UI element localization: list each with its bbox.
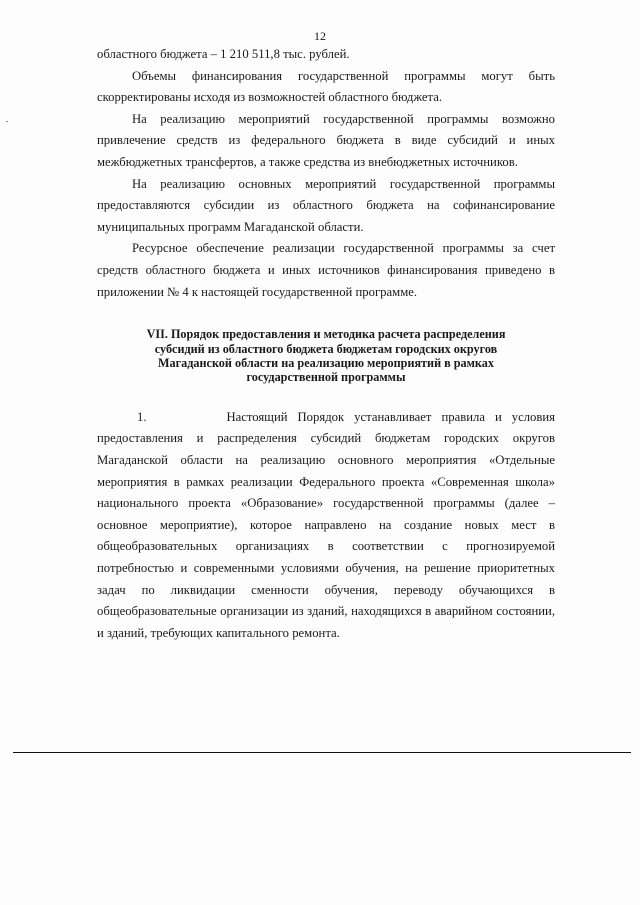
- document-body: [97, 44, 555, 644]
- section-heading-line: Магаданской области на реализацию мероприятий в рамках: [158, 355, 494, 370]
- paragraph-resource-support: Ресурсное обеспечение реализации государственной программы за счет средств областного бюджета и иных источников финансирования приведено в приложении № 4 к настоящей государственной программе.: [97, 241, 555, 299]
- paragraph-funding-adjustment: Объемы финансирования государственной программы могут быть скорректированы исходя из возможностей областного бюджета.: [97, 68, 555, 105]
- section-heading-line: VII. Порядок предоставления и методика расчета распределения: [146, 327, 506, 342]
- section-heading-line: субсидий из областного бюджета бюджетам городских округов: [154, 341, 498, 356]
- scan-speck: [6, 121, 8, 122]
- page-number: 12: [314, 29, 326, 43]
- section-heading: [97, 327, 555, 385]
- paragraph-federal-funds: На реализацию мероприятий государственной программы возможно привлечение средств из федерального бюджета в виде субсидий и иных межбюджетных трансфертов, а также средства из внебюджетных источников.: [97, 111, 555, 169]
- paragraph-budget-total: областного бюджета – 1 210 511,8 тыс. рублей.: [97, 47, 350, 61]
- footer-rule: [13, 752, 631, 753]
- numbered-paragraph-1: 1. Настоящий Порядок устанавливает правила и условия предоставления и распределения субсидий бюджетам городских округов Магаданской области на реализацию основного мероприятия «Отдельные мероприятия в рамках реализации Федерального проекта «Современная школа» национального проекта «Образование» государственной программы (далее –основное мероприятие), которое направлено на создание новых мест в общеобразовательных организациях в соответствии с прогнозируемой потребностью и современными условиями обучения, на решение приоритетных задач по ликвидации сменности обучения, переводу обучающихся в общеобразовательные организации из зданий, находящихся в аварийном состоянии, и зданий, требующих капитального ремонта.: [97, 409, 555, 640]
- paragraph-subsidies: На реализацию основных мероприятий государственной программы предоставляются субсидии из областного бюджета на софинансирование муниципальных программ Магаданской области.: [97, 176, 555, 234]
- section-heading-line: государственной программы: [246, 370, 406, 385]
